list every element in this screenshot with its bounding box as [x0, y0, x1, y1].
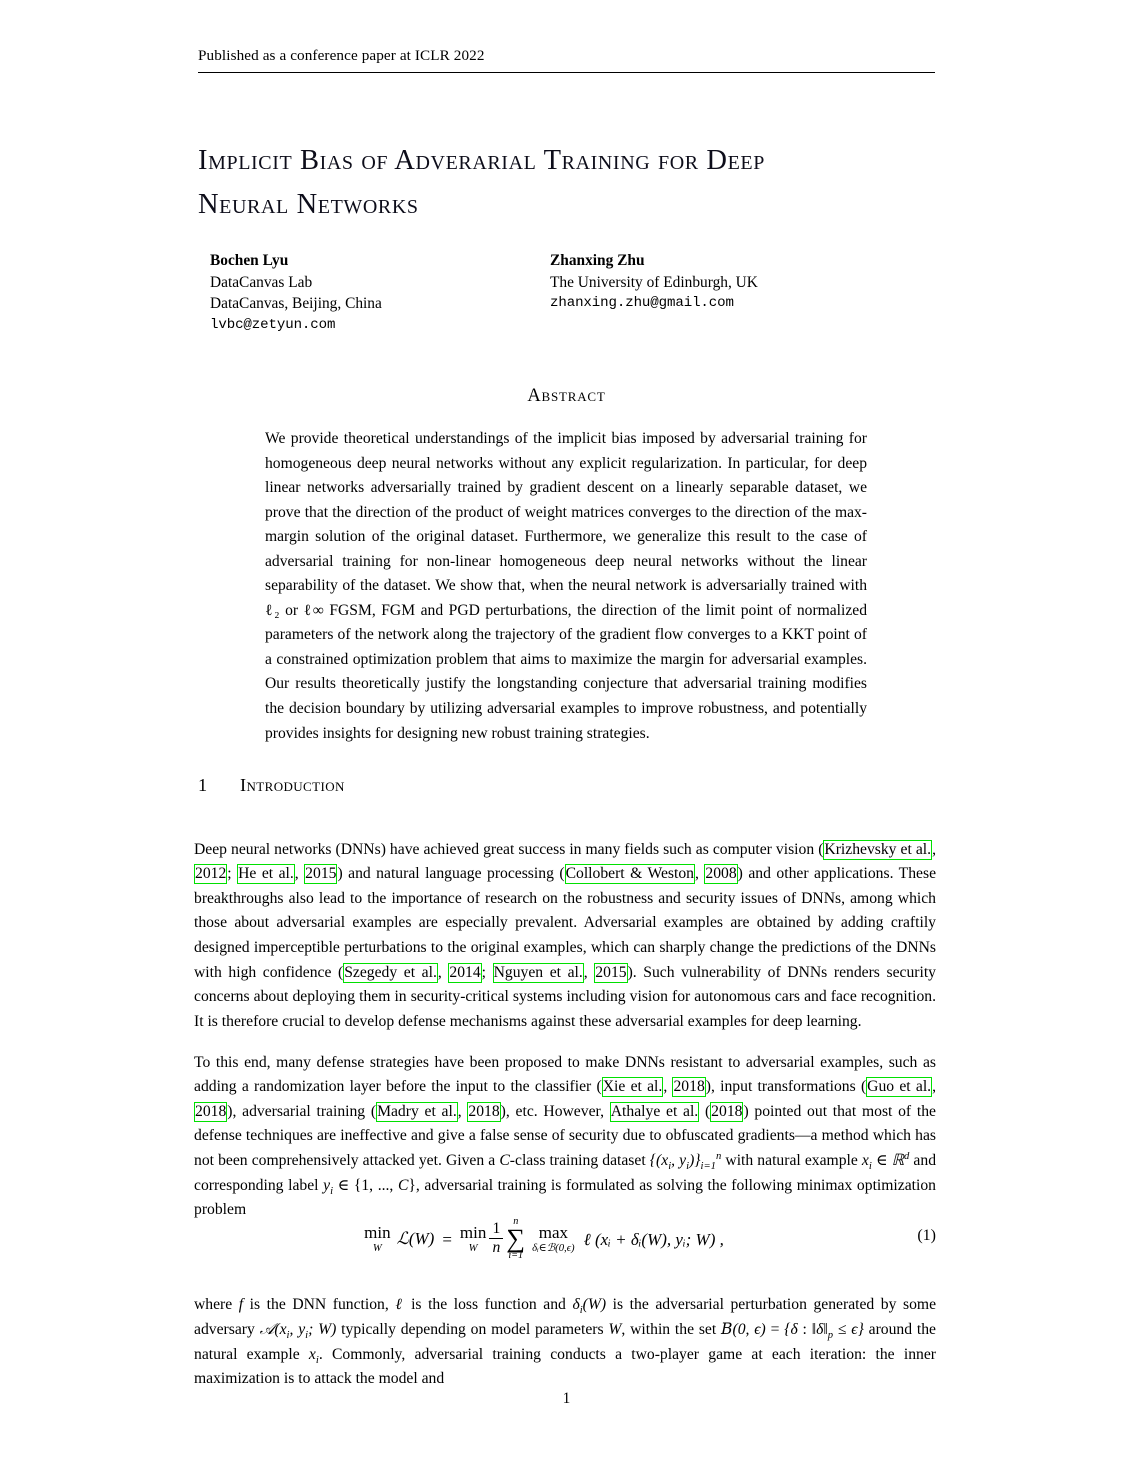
math-ball-set: 𝐵(0, ϵ) = {δ : $‖\delta‖_p \le \epsilon$} [721, 1319, 864, 1342]
text-run: . Commonly, adversarial training conducts a two-player game at each iteration: the inner maximization is to attack the model and [194, 1345, 936, 1388]
text-run: ), etc. However, [500, 1102, 610, 1120]
citation-year-link[interactable]: 2015 [595, 963, 627, 981]
text-run: is the loss function and [404, 1295, 573, 1313]
max-operator: max δᵢ∈ℬ(0,ϵ) [532, 1223, 575, 1254]
citation-link[interactable]: Krizhevsky et al. [824, 840, 932, 858]
author-affiliation-line2: DataCanvas, Beijing, China [210, 295, 382, 312]
text-run: where [194, 1295, 239, 1313]
text-run: ) pointed out that most of the defense techniques are ineffective and give a false sense of security due to obfuscated gradients—a method which has not been comprehensively attacked yet. Given a [194, 1102, 936, 1170]
author-affiliation-line1: The University of Edinburgh, UK [550, 273, 758, 291]
citation-year-link[interactable]: 2018 [673, 1078, 705, 1096]
title-line-2: Neural Networks [198, 189, 419, 220]
math-symbol-f: f [238, 1295, 244, 1313]
min-operator: min W [364, 1223, 391, 1254]
title-line-1: Implicit Bias of Adverarial Training for Deep [198, 145, 765, 176]
author-entry [550, 250, 950, 315]
text-run: -class training dataset [509, 1152, 650, 1170]
intro-paragraph-2 [194, 1051, 936, 1223]
author-entry [210, 250, 540, 336]
text-run: , [932, 840, 936, 858]
equation-body [194, 1208, 894, 1270]
citation-link[interactable]: Szegedy et al. [344, 963, 437, 981]
text-run: , [663, 1078, 673, 1096]
text-run: ; [227, 865, 238, 883]
page-title [198, 139, 958, 227]
author-affiliation-line1: DataCanvas Lab [210, 273, 313, 291]
fraction-one-over-n: $\frac{1}{n}$ [489, 1221, 503, 1256]
section-heading [198, 775, 345, 796]
intro-paragraph-3 [194, 1293, 936, 1392]
loss-functional: ℒ(W) [396, 1229, 435, 1249]
text-run: ( [699, 1102, 711, 1120]
equation-number: (1) [917, 1227, 936, 1244]
loss-expression: ℓ (xᵢ + δᵢ(W), yᵢ; W) , [583, 1229, 724, 1249]
text-run: ; [481, 963, 493, 981]
abstract-body: We provide theoretical understandings of the implicit bias imposed by adversarial training for homogeneous deep neural networks without any explicit regularization. In particular, for deep linear networks adversarially trained by gradient descent on a linearly separable dataset, we prove that the direction of the product of weight matrices converges to the direction of the max-margin solution of the original dataset. Furthermore, we generalize this result to the case of adversarial training for non-linear homogeneous deep neural networks without the linear separability of the dataset. We show that, when the neural network is adversarially trained with ℓ₂ or ℓ∞ FGSM, FGM and PGD perturbations, the direction of the limit point of normalized parameters of the network along the trajectory of the gradient flow converges to a KKT point of a constrained optimization problem that aims to maximize the margin for adversarial examples. Our results theoretically justify the longstanding conjecture that adversarial training modifies the decision boundary by utilizing adversarial examples to improve robustness, and potentially provides insights for designing new robust training strategies. [265, 430, 867, 742]
citation-year-link[interactable]: 2018 [195, 1102, 227, 1120]
math-symbol-W: W [608, 1321, 622, 1339]
text-run: is the DNN function, [243, 1295, 396, 1313]
abstract-heading: Abstract [527, 386, 606, 406]
text-run: with natural example [721, 1152, 862, 1170]
running-header: Published as a conference paper at ICLR 2022 [198, 47, 485, 64]
citation-year-link[interactable]: 2018 [468, 1102, 500, 1120]
text-run: typically depending on model parameters [336, 1321, 609, 1339]
text-run: around the natural example [194, 1321, 936, 1363]
text-run: , [457, 1102, 468, 1120]
citation-year-link[interactable]: 2014 [449, 963, 481, 981]
header-rule [198, 72, 935, 73]
math-adversary: $𝒜(x_i$, $y_i$; W) [259, 1319, 337, 1342]
text-run: , within the set [621, 1321, 721, 1339]
math-example-x: $x_i$ ∈ ℝ$^d$ [861, 1150, 910, 1173]
citation-link[interactable]: He et al. [238, 865, 294, 883]
math-symbol-ell: ℓ [395, 1295, 405, 1313]
display-equation-1 [194, 1208, 936, 1270]
text-run: , adversarial training is formulated as solving the following minimax optimization problem [194, 1176, 936, 1219]
math-symbol-C: C [499, 1152, 510, 1170]
text-run: , [437, 963, 449, 981]
citation-link[interactable]: Guo et al. [867, 1078, 932, 1096]
math-example-xi: $x_i$ [308, 1345, 319, 1366]
author-name: Bochen Lyu [210, 252, 289, 269]
intro-paragraph-1 [194, 838, 936, 1035]
section-number: 1 [198, 775, 208, 795]
math-label-y: $y_i$ ∈ {1, ..., C} [323, 1176, 416, 1197]
author-email[interactable]: zhanxing.zhu@gmail.com [550, 295, 734, 311]
author-name: Zhanxing Zhu [550, 252, 645, 269]
math-perturbation: $\delta_i(W)$ [572, 1295, 607, 1316]
citation-link[interactable]: Xie et al. [602, 1078, 663, 1096]
text-run: is the adversarial perturbation generated by some adversary [194, 1295, 937, 1339]
text-run: To this end, many defense strategies have been proposed to make DNNs resistant to adversarial examples, such as adding a randomization layer before the input to the classifier ( [194, 1053, 936, 1096]
text-run: and corresponding label [194, 1152, 937, 1194]
text-run: , [695, 865, 705, 883]
section-title: Introduction [240, 775, 345, 795]
math-dataset: {($x_i$, $y_i)\}_{i=1}^n$ [649, 1150, 722, 1173]
citation-year-link[interactable]: 2008 [705, 865, 737, 883]
text-run: ) and natural language processing ( [337, 865, 565, 883]
citation-link[interactable]: Nguyen et al. [493, 963, 583, 981]
text-run: , [583, 963, 595, 981]
page-number: 1 [562, 1390, 571, 1407]
text-run: , [932, 1078, 936, 1096]
text-run: ), input transformations ( [705, 1078, 867, 1096]
text-run: , [294, 865, 305, 883]
citation-link[interactable]: Collobert & Weston [565, 865, 694, 883]
citation-link[interactable]: Madry et al. [377, 1102, 457, 1120]
author-email[interactable]: lvbc@zetyun.com [210, 316, 336, 333]
equals-sign: = [442, 1229, 452, 1249]
citation-year-link[interactable]: 2015 [305, 865, 337, 883]
text-run: ). Such vulnerability of DNNs renders security concerns about deploying them in security-critical systems including vision for autonomous cars and face recognition. It is therefore crucial to develop defense mechanisms against these adversarial examples for deep learning. [194, 963, 936, 1030]
citation-year-link[interactable]: 2018 [711, 1102, 743, 1120]
text-run: ) and other applications. These breakthroughs also lead to the importance of research on the robustness and security issues of DNNs, among which those about adversarial examples are especially prevalent. Adversarial examples are obtained by adding craftily designed imperceptible perturbations to the original examples, which can sharply change the predictions of the DNNs with high confidence ( [194, 865, 937, 981]
text-run: Deep neural networks (DNNs) have achieved great success in many fields such as computer vision ( [194, 840, 824, 858]
citation-year-link[interactable]: 2012 [195, 865, 227, 883]
text-run: ), adversarial training ( [227, 1102, 377, 1120]
citation-link[interactable]: Athalye et al. [610, 1102, 699, 1120]
min-operator: min W [459, 1223, 487, 1254]
summation-operator: n ∑ i=1 [506, 1215, 526, 1262]
